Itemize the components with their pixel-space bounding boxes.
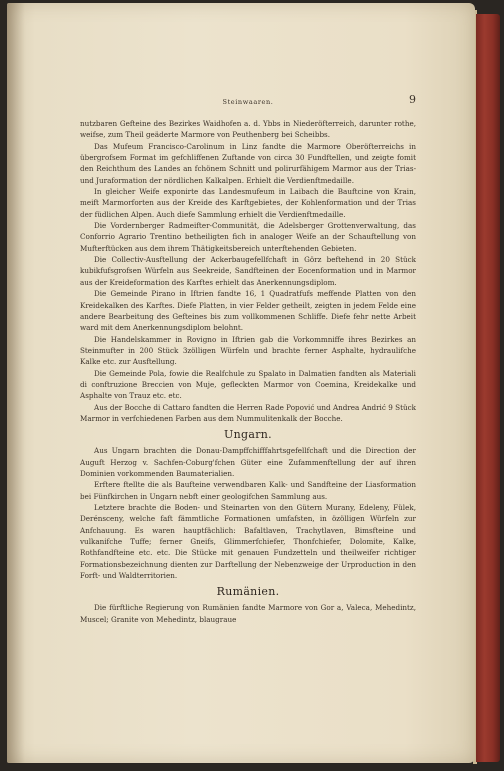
running-title: Steinwaaren. <box>222 98 274 106</box>
paragraph: Die Vordernberger Radmeifter-Communität, die Adelsberger Grottenverwaltung, das Conforrio Agrario Trentino betheiligten fich in analoger Weife an der Schauftellung von Mufterftücken aus dem ihrem Thätigkeitsbereich unterftehenden Gebieten. <box>80 221 416 253</box>
book-cover-edge <box>476 14 500 762</box>
paragraph: Das Mufeum Francisco-Carolinum in Linz fandte die Marmore Oberöfterreichs in übergrofsem Format im gefchliffenen Zuftande von circa 30 Fundftellen, und zeigte fomit den Reichthum des Landes an fchönem Schnitt und polirurfähigem Marmor aus der Trias- und Juraformation der nördlichen Kalkalpen. Erhielt die Verdienftmedaille. <box>80 141 416 185</box>
paragraph: In gleicher Weife exponirte das Landesmufeum in Laibach die Bauftcine von Krain, meift Marmorforten aus der Kreide des Karftgebietes, der Kohlenformation und der Trias der füdlichen Alpen. Auch diefe Sammlung erhielt die Verdienftmedaille. <box>80 187 416 219</box>
section-heading-rumaenien: Rumänien. <box>216 585 280 599</box>
page-body <box>80 118 416 625</box>
paragraph: Aus Ungarn brachten die Donau-Dampffchifffahrtsgefellfchaft und die Direction der Auguft Herzog v. Sachfen-Coburg'fchen Güter eine Zufammenftellung der auf ihren Dominien vorkommenden Baumaterialien. <box>80 446 416 478</box>
paragraph: nutzbaren Gefteine des Bezirkes Waidhofen a. d. Ybbs in Niederöfterreich, darunter rothe, weifse, zum Theil geäderte Marmore von Peuthenberg bei Scheibbs. <box>80 119 416 140</box>
paragraph: Letztere brachte die Boden- und Steinarten von den Gütern Murany, Edeleny, Fülek, Derénsceny, welche faft fämmtliche Formationen umfafsten, in özölligen Würfeln zur Anfchauung. Es waren hauptfächlich: Bafaltlaven, Trachytlaven, Bimsfteine und vulkanifche Tuffe; ferner Gneifs, Glimmerfchiefer, Thonfchiefer, Dolomite, Kalke, Rothfandfteine etc. etc. Die Stücke mit genauen Fundzetteln und theilweifer richtiger Formationsbezeichnung dienten zur Darftellung der Nebenzweige der Urproduction in den Forft- und Waldterritorien. <box>80 503 416 581</box>
paragraph: Die Handelskammer in Rovigno in Iftrien gab die Vorkommniffe ihres Bezirkes an Steinmufter in 200 Stück 3zölligen Würfeln und brachte ferner Asphalte, hydraulifche Kalke etc. zur Ausftellung. <box>80 334 416 367</box>
running-header <box>80 95 416 109</box>
page-number: 9 <box>409 93 416 106</box>
page-gutter-shadow <box>7 3 25 763</box>
paragraph: Erftere ftellte die als Baufteine verwendbaren Kalk- und Sandfteine der Liasformation bei Fünfkirchen in Ungarn nebft einer geologifchen Sammlung aus. <box>80 480 416 501</box>
section-heading-ungarn: Ungarn. <box>224 428 272 442</box>
paragraph: Die fürftliche Regierung von Rumänien fandte Marmore von Gor a, Valeca, Mehedintz, Muscel; Granite von Mehedintz, blaugraue <box>80 603 416 624</box>
paragraph: Aus der Bocche di Cattaro fandten die Herren Rade Popović und Andrea Andrić 9 Stück Marmor in verfchiedenen Farben aus dem Nummulitenkalk der Bocche. <box>80 402 416 423</box>
paragraph: Die Gemeinde Pola, fowie die Realfchule zu Spalato in Dalmatien fandten als Materiali di conftruzione Breccien von Muje, gefleckten Marmor von Coemina, Kreidekalke und Asphalte von Trauz etc. etc. <box>80 368 416 401</box>
paragraph: Die Gemeinde Pirano in Iftrien fandte 16, 1 Quadratfufs meffende Platten von den Kreidekalken des Karftes. Diefe Platten, in vier Felder getheilt, zeigten in jedem Felde eine andere Bearbeitung des Gefteines bis zum vollkommenen Schliffe. Diefe fehr nette Arbeit ward mit dem Anerkennungsdiplom belohnt. <box>80 289 416 333</box>
paragraph: Die Collectiv-Ausftellung der Ackerbaugefellfchaft in Görz beftehend in 20 Stück kubikfufsgrofsen Würfeln aus Seekreide, Sandfteinen der Eocenformation und in Marmor aus der Kreideformation des Karftes erhielt das Anerkennungsdiplom. <box>80 255 416 287</box>
